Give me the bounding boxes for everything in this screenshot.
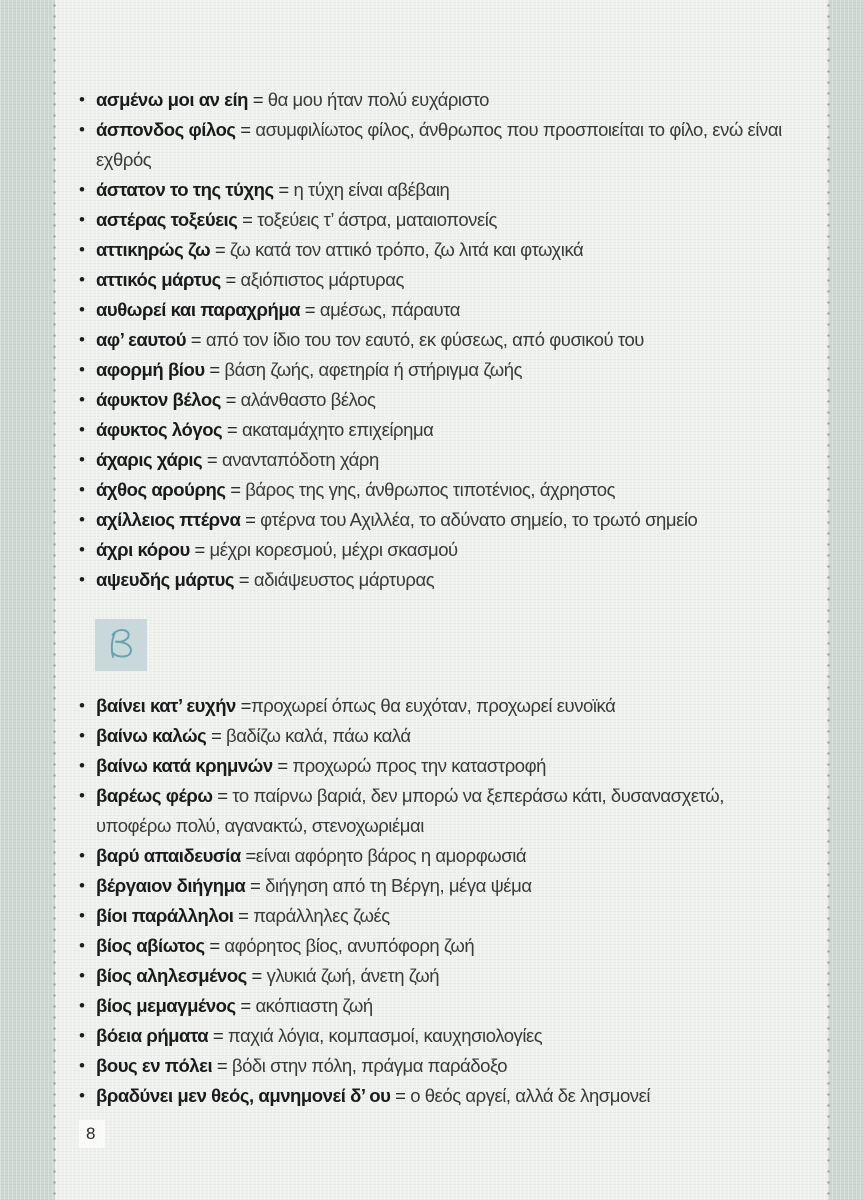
equals-sign: = — [235, 695, 251, 716]
entry-text — [96, 115, 798, 175]
equals-sign: = — [235, 119, 256, 140]
equals-sign: = — [220, 269, 241, 290]
entry-text — [96, 415, 798, 445]
entry-term: αχίλλειος πτέρνα — [96, 509, 241, 530]
page-content — [55, 0, 828, 1200]
bullet-icon: • — [79, 360, 85, 379]
bullet-icon: • — [79, 390, 85, 409]
glossary-entry — [79, 85, 798, 115]
entry-text — [96, 781, 798, 841]
entry-term: αφ’ εαυτού — [96, 329, 187, 350]
entry-definition: μέχρι κορεσμού, μέχρι σκασμού — [209, 539, 458, 560]
equals-sign: = — [220, 389, 241, 410]
bullet-icon: • — [79, 120, 85, 139]
entry-definition: το παίρνω βαριά, δεν μπορώ να ξεπεράσω κάτι, δυσανασχετώ, — [232, 785, 724, 806]
equals-sign: = — [245, 875, 266, 896]
equals-sign: = — [186, 329, 206, 350]
entry-definition: θα μου ήταν πολύ ευχάριστο — [267, 89, 489, 110]
bullet-icon: • — [79, 996, 85, 1015]
entry-text — [96, 721, 798, 751]
bullet-icon: • — [79, 786, 85, 805]
bullet-icon: • — [79, 1086, 85, 1105]
equals-sign: = — [222, 419, 242, 440]
equals-sign: = — [237, 209, 258, 230]
equals-sign: = — [248, 89, 268, 110]
entry-term: βαρύ απαιδευσία — [96, 845, 241, 866]
entry-term: βίος μεμαγμένος — [96, 995, 236, 1016]
glossary-entry — [79, 505, 798, 535]
entry-definition: γλυκιά ζωή, άνετη ζωή — [266, 965, 440, 986]
glossary-entry — [79, 1081, 798, 1111]
entry-term: βίοι παράλληλοι — [96, 905, 234, 926]
glossary-entry — [79, 265, 798, 295]
entry-definition: ο θεός αργεί, αλλά δε λησμονεί — [410, 1085, 651, 1106]
equals-sign: = — [204, 359, 225, 380]
entry-term: βίος αληλεσμένος — [96, 965, 247, 986]
equals-sign: = — [206, 725, 227, 746]
entry-term: άφυκτος λόγος — [96, 419, 223, 440]
entry-definition: αδιάψευστος μάρτυρας — [253, 569, 435, 590]
entry-term: ασμένω μοι αν είη — [96, 89, 249, 110]
glossary-entry — [79, 721, 798, 751]
bullet-icon: • — [79, 906, 85, 925]
entry-term: αττικός μάρτυς — [96, 269, 221, 290]
equals-sign: = — [240, 509, 261, 530]
entry-term: βίος αβίωτος — [96, 935, 205, 956]
bullet-icon: • — [79, 90, 85, 109]
entry-text — [96, 205, 798, 235]
entry-definition: ανανταπόδοτη χάρη — [221, 449, 379, 470]
glossary-list-beta — [79, 691, 798, 1111]
entry-term: αψευδής μάρτυς — [96, 569, 235, 590]
entry-text — [96, 325, 798, 355]
entry-definition: βαδίζω καλά, πάω καλά — [226, 725, 411, 746]
entry-term: αυθωρεί και παραχρήμα — [96, 299, 301, 320]
entry-definition: ζω κατά τον αττικό τρόπο, ζω λιτά και φτωχικά — [229, 239, 584, 260]
bullet-icon: • — [79, 270, 85, 289]
glossary-entry — [79, 871, 798, 901]
entry-term: άχαρις χάρις — [96, 449, 203, 470]
equals-sign: = — [233, 905, 254, 926]
entry-text — [96, 961, 798, 991]
glossary-entry — [79, 325, 798, 355]
entry-term: αστέρας τοξεύεις — [96, 209, 238, 230]
entry-definition: αμέσως, πάραυτα — [319, 299, 461, 320]
glossary-entry — [79, 991, 798, 1021]
equals-sign: = — [234, 569, 254, 590]
entry-definition: παχιά λόγια, κομπασμοί, καυχησιολογίες — [227, 1025, 543, 1046]
bullet-icon: • — [79, 570, 85, 589]
equals-sign: = — [208, 1025, 228, 1046]
entry-text — [96, 691, 798, 721]
bullet-icon: • — [79, 510, 85, 529]
entry-definition-wrap: υποφέρω πολύ, αγανακτώ, στενοχωριέμαι — [96, 815, 424, 836]
equals-sign: = — [210, 239, 230, 260]
entry-definition-wrap: εχθρός — [96, 149, 152, 170]
entry-text — [96, 751, 798, 781]
entry-text — [96, 931, 798, 961]
entry-text — [96, 385, 798, 415]
glossary-entry — [79, 961, 798, 991]
glossary-entry — [79, 841, 798, 871]
entry-text — [96, 235, 798, 265]
entry-text — [96, 355, 798, 385]
entry-term: βαίνει κατ’ ευχήν — [96, 695, 236, 716]
equals-sign: = — [390, 1085, 411, 1106]
entry-definition: ακόπιαστη ζωή — [255, 995, 373, 1016]
entry-text — [96, 565, 798, 595]
entry-definition: ασυμφιλίωτος φίλος, άνθρωπος που προσποιείται το φίλο, ενώ είναι — [255, 119, 782, 140]
glossary-entry — [79, 385, 798, 415]
equals-sign: = — [212, 1055, 232, 1076]
equals-sign: = — [225, 479, 246, 500]
entry-term: βαίνω καλώς — [96, 725, 207, 746]
glossary-entry — [79, 781, 798, 841]
entry-term: άχρι κόρου — [96, 539, 190, 560]
bullet-icon: • — [79, 420, 85, 439]
entry-definition: αξιόπιστος μάρτυρας — [240, 269, 404, 290]
glossary-entry — [79, 175, 798, 205]
entry-definition: προχωρώ προς την καταστροφή — [292, 755, 547, 776]
equals-sign: = — [189, 539, 210, 560]
glossary-entry — [79, 565, 798, 595]
glossary-entry — [79, 115, 798, 175]
glossary-entry — [79, 475, 798, 505]
entry-definition: αφόρητος βίος, ανυπόφορη ζωή — [224, 935, 475, 956]
entry-text — [96, 265, 798, 295]
glossary-entry — [79, 205, 798, 235]
bullet-icon: • — [79, 540, 85, 559]
entry-text — [96, 1051, 798, 1081]
entry-text — [96, 901, 798, 931]
glossary-entry — [79, 445, 798, 475]
bullet-icon: • — [79, 180, 85, 199]
entry-term: βους εν πόλει — [96, 1055, 213, 1076]
entry-text — [96, 85, 798, 115]
entry-term: βραδύνει μεν θεός, αμνημονεί δ’ ου — [96, 1085, 391, 1106]
equals-sign: = — [273, 179, 294, 200]
entry-text — [96, 1021, 798, 1051]
bullet-icon: • — [79, 876, 85, 895]
entry-definition: είναι αφόρητο βάρος η αμορφωσιά — [255, 845, 527, 866]
entry-definition: βάση ζωής, αφετηρία ή στήριγμα ζωής — [224, 359, 523, 380]
entry-definition: βάρος της γης, άνθρωπος τιποτένιος, άχρηστος — [245, 479, 616, 500]
bullet-icon: • — [79, 480, 85, 499]
equals-sign: = — [235, 995, 256, 1016]
left-margin-band — [0, 0, 55, 1200]
entry-definition: αλάνθαστο βέλος — [240, 389, 376, 410]
bullet-icon: • — [79, 1026, 85, 1045]
glossary-entry — [79, 931, 798, 961]
bullet-icon: • — [79, 330, 85, 349]
entry-term: άσπονδος φίλος — [96, 119, 236, 140]
entry-definition: από τον ίδιο του τον εαυτό, εκ φύσεως, από φυσικού του — [205, 329, 644, 350]
bullet-icon: • — [79, 300, 85, 319]
entry-text — [96, 475, 798, 505]
bullet-icon: • — [79, 726, 85, 745]
glossary-entry — [79, 901, 798, 931]
entry-definition: προχωρεί όπως θα ευχόταν, προχωρεί ευνοϊκά — [250, 695, 616, 716]
section-marker-beta — [95, 619, 147, 671]
glossary-entry — [79, 235, 798, 265]
entry-definition: ακαταμάχητο επιχείρημα — [241, 419, 434, 440]
equals-sign: = — [240, 845, 256, 866]
entry-term: άφυκτον βέλος — [96, 389, 221, 410]
bullet-icon: • — [79, 756, 85, 775]
entry-definition: η τύχη είναι αβέβαιη — [293, 179, 450, 200]
entry-text — [96, 535, 798, 565]
entry-definition: φτέρνα του Αχιλλέα, το αδύνατο σημείο, το τρωτό σημείο — [260, 509, 698, 530]
entry-text — [96, 175, 798, 205]
bullet-icon: • — [79, 210, 85, 229]
entry-term: αττικηρώς ζω — [96, 239, 211, 260]
glossary-entry — [79, 415, 798, 445]
equals-sign: = — [300, 299, 320, 320]
glossary-entry — [79, 751, 798, 781]
entry-text — [96, 505, 798, 535]
glossary-entry — [79, 1021, 798, 1051]
bullet-icon: • — [79, 240, 85, 259]
entry-text — [96, 295, 798, 325]
equals-sign: = — [202, 449, 222, 470]
entry-text — [96, 871, 798, 901]
glossary-entry — [79, 295, 798, 325]
entry-text — [96, 445, 798, 475]
equals-sign: = — [272, 755, 293, 776]
page-number: 8 — [79, 1120, 105, 1148]
entry-term: βέργαιον διήγημα — [96, 875, 246, 896]
glossary-entry — [79, 355, 798, 385]
entry-term: άχθος αρούρης — [96, 479, 226, 500]
letter-b-icon — [99, 623, 143, 667]
bullet-icon: • — [79, 846, 85, 865]
right-margin-band — [828, 0, 863, 1200]
entry-term: βαίνω κατά κρημνών — [96, 755, 273, 776]
entry-term: βαρέως φέρω — [96, 785, 213, 806]
entry-text — [96, 1081, 798, 1111]
entry-term: βόεια ρήματα — [96, 1025, 209, 1046]
bullet-icon: • — [79, 936, 85, 955]
bullet-icon: • — [79, 966, 85, 985]
equals-sign: = — [246, 965, 267, 986]
entry-term: άστατον το της τύχης — [96, 179, 274, 200]
equals-sign: = — [212, 785, 233, 806]
entry-text — [96, 841, 798, 871]
entry-term: αφορμή βίου — [96, 359, 205, 380]
bullet-icon: • — [79, 696, 85, 715]
entry-definition: διήγηση από τη Βέργη, μέγα ψέμα — [265, 875, 532, 896]
equals-sign: = — [204, 935, 225, 956]
entry-definition: παράλληλες ζωές — [253, 905, 390, 926]
glossary-entry — [79, 1051, 798, 1081]
glossary-entry — [79, 535, 798, 565]
entry-definition: βόδι στην πόλη, πράγμα παράδοξο — [231, 1055, 508, 1076]
bullet-icon: • — [79, 1056, 85, 1075]
bullet-icon: • — [79, 450, 85, 469]
entry-text — [96, 991, 798, 1021]
entry-definition: τοξεύεις τ’ άστρα, ματαιοπονείς — [257, 209, 497, 230]
glossary-list-alpha — [79, 85, 798, 595]
glossary-entry — [79, 691, 798, 721]
